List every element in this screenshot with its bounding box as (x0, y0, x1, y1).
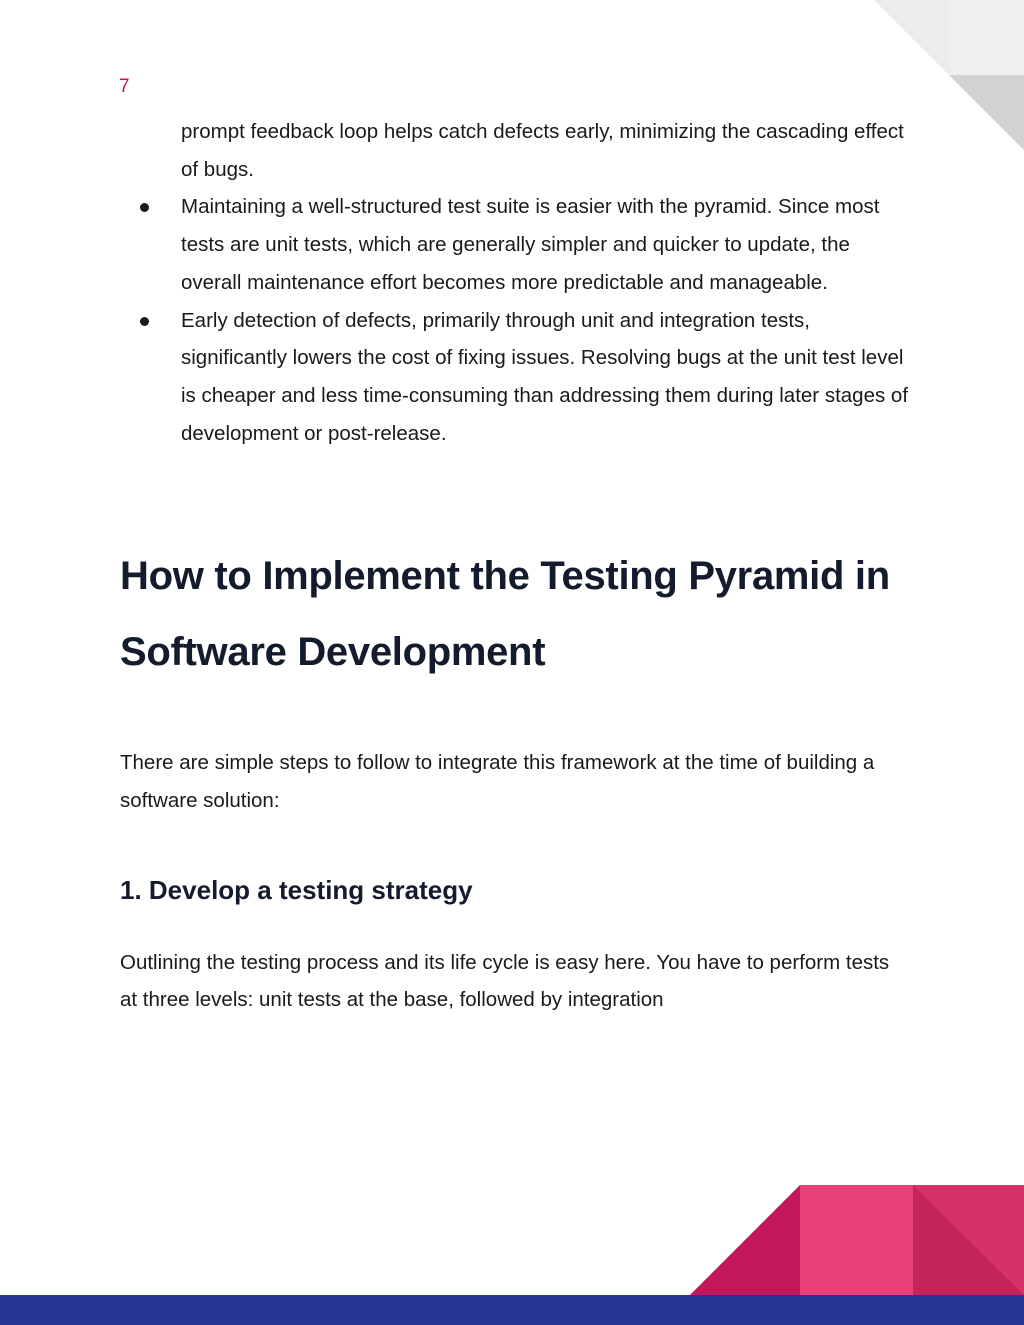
page-content (120, 113, 910, 1019)
bullet-text: Maintaining a well-structured test suite is easier with the pyramid. Since most tests are unit tests, which are generally simpler and quicker to update, the overall maintenance effort becomes more predictable and manageable. (181, 195, 880, 294)
bullet-icon (140, 317, 149, 326)
bullet-text: Early detection of defects, primarily through unit and integration tests, significantly lowers the cost of fixing issues. Resolving bugs at the unit test level is cheaper and less time-consuming than addressing them during later stages of development or post-release. (181, 308, 909, 445)
corner-decoration-bottom (690, 1185, 1024, 1295)
continuation-paragraph: prompt feedback loop helps catch defects early, minimizing the cascading effect of bugs. (181, 120, 904, 181)
section-heading: How to Implement the Testing Pyramid in Software Development (120, 554, 890, 675)
bullet-icon (140, 203, 149, 212)
bullet-item (120, 188, 910, 301)
bullet-item (120, 302, 910, 453)
step-paragraph: Outlining the testing process and its life cycle is easy here. You have to perform tests at three levels: unit tests at the base, followed by integration (120, 950, 890, 1012)
bullet-list (120, 188, 910, 452)
page-number: 7 (119, 76, 130, 97)
footer-bar (0, 1295, 1024, 1325)
intro-paragraph: There are simple steps to follow to integrate this framework at the time of building a software solution: (120, 751, 875, 813)
step-heading: 1. Develop a testing strategy (120, 874, 473, 905)
